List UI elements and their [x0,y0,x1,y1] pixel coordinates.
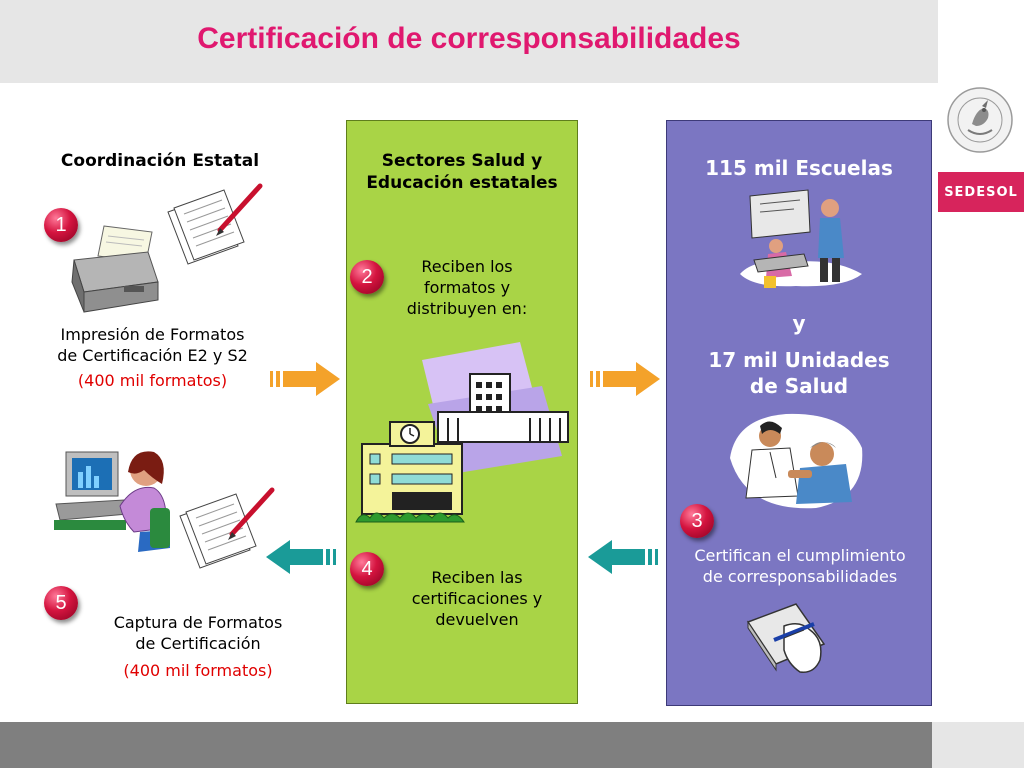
step-badge-3: 3 [680,504,714,538]
step2-text [392,257,542,319]
step1-line2: de Certificación E2 y S2 [57,345,248,365]
papers-pen-icon [164,182,264,268]
step1-note: (400 mil formatos) [77,370,228,390]
forward-arrow-2 [588,360,662,398]
step5-note: (400 mil formatos) [123,660,273,680]
buildings-icon [352,338,574,530]
step2-line3: distribuyen en: [406,298,528,318]
step-badge-2: 2 [350,260,384,294]
step3-line2: de corresponsabilidades [702,566,898,586]
back-arrow-1 [264,538,338,576]
national-seal-icon [946,86,1014,154]
step-badge-4: 4 [350,552,384,586]
footer-bar [0,722,932,768]
step1-line1: Impresión de Formatos [60,325,245,344]
printer-icon [64,222,164,318]
step5-text [88,613,308,681]
page-title: Certificación de corresponsabilidades [197,22,741,55]
sedesol-logo: SEDESOL [938,172,1024,212]
step-badge-1: 1 [44,208,78,242]
schools-label: 115 mil Escuelas [705,156,893,180]
doctor-patient-icon [726,408,868,512]
computer-user-icon [54,448,172,564]
step4-text [392,568,562,630]
footer-corner [932,722,1024,768]
health-units-label [666,347,932,399]
step-badge-5: 5 [44,586,78,620]
middle-heading-line2: Educación estatales [366,173,558,194]
step5-line1: Captura de Formatos [113,613,283,632]
forward-arrow-1 [268,360,342,398]
step2-line2: formatos y [423,277,511,297]
hand-writing-icon [744,600,830,676]
step5-line2: de Certificación [135,633,261,653]
step4-line1: Reciben las [431,568,523,587]
step4-line2: certificaciones y [411,588,543,608]
step1-text [30,325,275,391]
left-heading: Coordinación Estatal [60,151,260,171]
step3-text [672,546,928,588]
health-line1: 17 mil Unidades [708,348,890,372]
step4-line3: devuelven [435,609,519,629]
middle-heading-line1: Sectores Salud y [381,151,543,171]
classroom-icon [734,188,866,292]
step3-line1: Certifican el cumplimiento [694,546,906,565]
papers-pen-icon-2 [176,486,276,572]
back-arrow-2 [586,538,660,576]
middle-heading [346,150,578,194]
health-line2: de Salud [749,374,849,398]
conjunction: y [792,311,806,335]
step2-line1: Reciben los [421,257,513,276]
